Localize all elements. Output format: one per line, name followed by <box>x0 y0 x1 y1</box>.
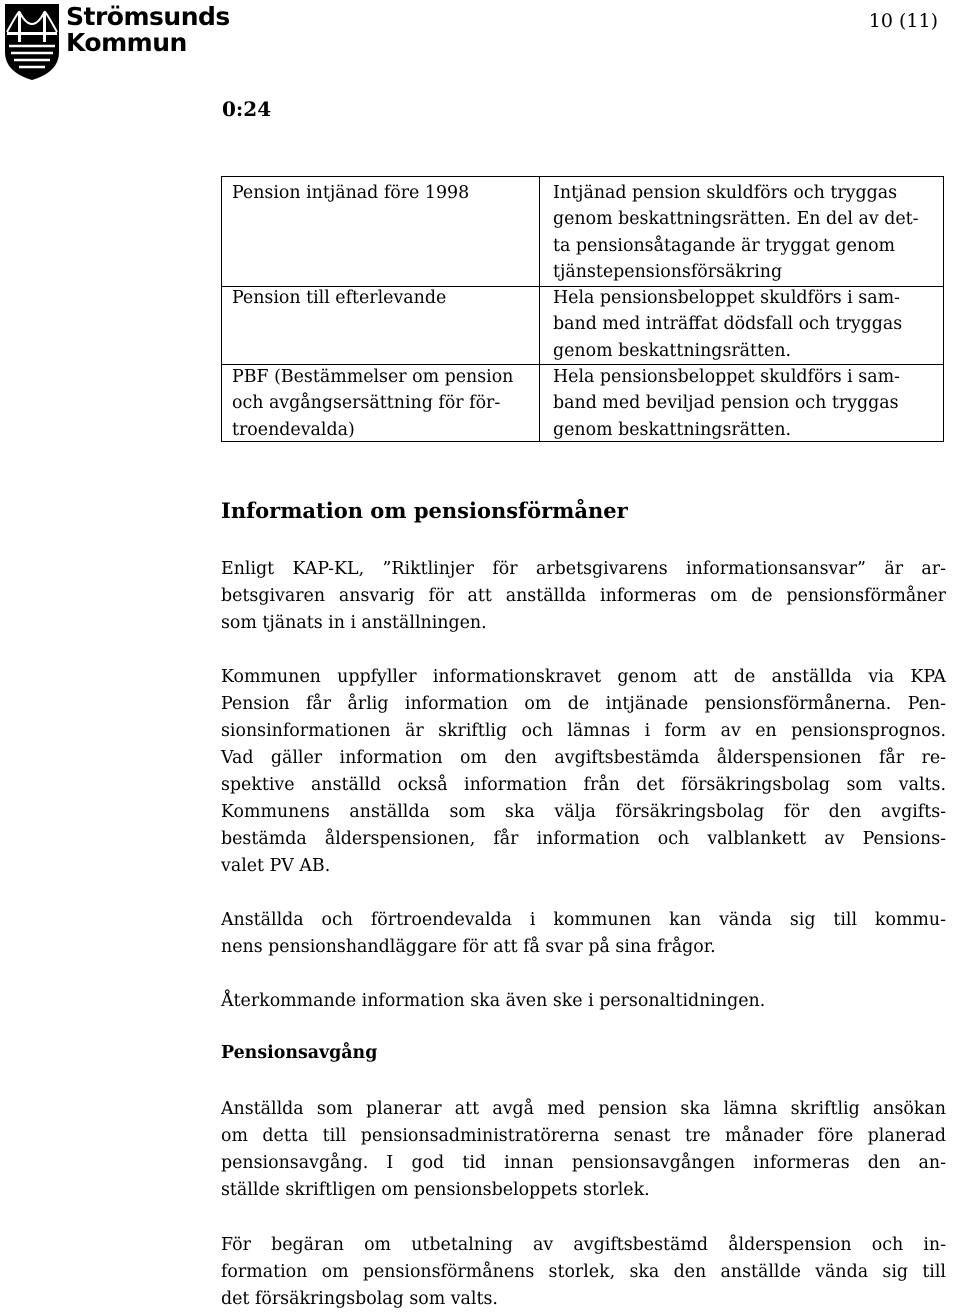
paragraph: Kommunen uppfyller informationskravet genom att de anställda via KPA Pension får årlig information om de intjänade pensionsförmånerna. Pen- sionsinformationen är skriftlig och lämnas i form av en pensionsprognos. Vad gäller information om den avgiftsbestämda ålderspensionen får re- spektive anställd också information från det försäkringsbolag som valts. Kommunens anställda som ska välja försäkringsbolag för den avgifts- bestämda ålderspensionen, får information och valblankett av Pensions- valet PV AB. <box>221 667 946 876</box>
table-cell-text: Hela pensionsbeloppet skuldförs i sam- band med inträffat dödsfall och tryggas genom beskattningsrätten. <box>553 288 903 361</box>
paragraph: Anställda och förtroendevalda i kommunen kan vända sig till kommu- nens pensionshandläggare för att få svar på sina frågor. <box>221 910 946 957</box>
table-cell-text: Intjänad pension skuldförs och tryggas genom beskattningsrätten. En del av det- ta pensionsåtagande är tryggat genom tjänstepensionsförsäkring <box>553 183 919 282</box>
paragraph: För begäran om utbetalning av avgiftsbestämd ålderspension och in- formation om pensionsförmånens storlek, ska den anställde vända sig till det försäkringsbolag som valts. <box>221 1235 946 1309</box>
table-cell-label: Pension till efterlevande <box>232 288 447 308</box>
bridge-emblem-icon <box>2 2 62 82</box>
paragraph: Återkommande information ska även ske i personaltidningen. <box>221 991 766 1011</box>
paragraph: Anställda som planerar att avgå med pension ska lämna skriftlig ansökan om detta till pensionsadministratörerna senast tre månader före planerad pensionsavgång. I god tid innan pensionsavgången informeras den an- ställde skriftligen om pensionsbeloppets storlek. <box>221 1099 946 1200</box>
section-number: 0:24 <box>222 97 272 121</box>
table-column-divider <box>539 177 540 441</box>
kommun-logo <box>0 0 230 88</box>
paragraph: Enligt KAP-KL, ”Riktlinjer för arbetsgivarens informationsansvar” är ar- betsgivaren ansvarig för att anställda informeras om de pensionsförmåner som tjänats in i anställningen. <box>221 559 946 633</box>
subsection-heading: Pensionsavgång <box>221 1043 378 1063</box>
logo-name-line1: Strömsunds <box>66 2 230 31</box>
pension-table <box>221 176 944 442</box>
table-cell-label: PBF (Bestämmelser om pension och avgångsersättning för för- troendevalda) <box>232 367 514 440</box>
section-heading: Information om pensionsförmåner <box>221 498 628 523</box>
table-cell-text: Hela pensionsbeloppet skuldförs i sam- band med beviljad pension och tryggas genom beskattningsrätten. <box>553 367 900 440</box>
page-number: 10 (11) <box>868 10 938 32</box>
table-cell-label: Pension intjänad före 1998 <box>232 183 470 203</box>
logo-name-line2: Kommun <box>66 28 187 57</box>
